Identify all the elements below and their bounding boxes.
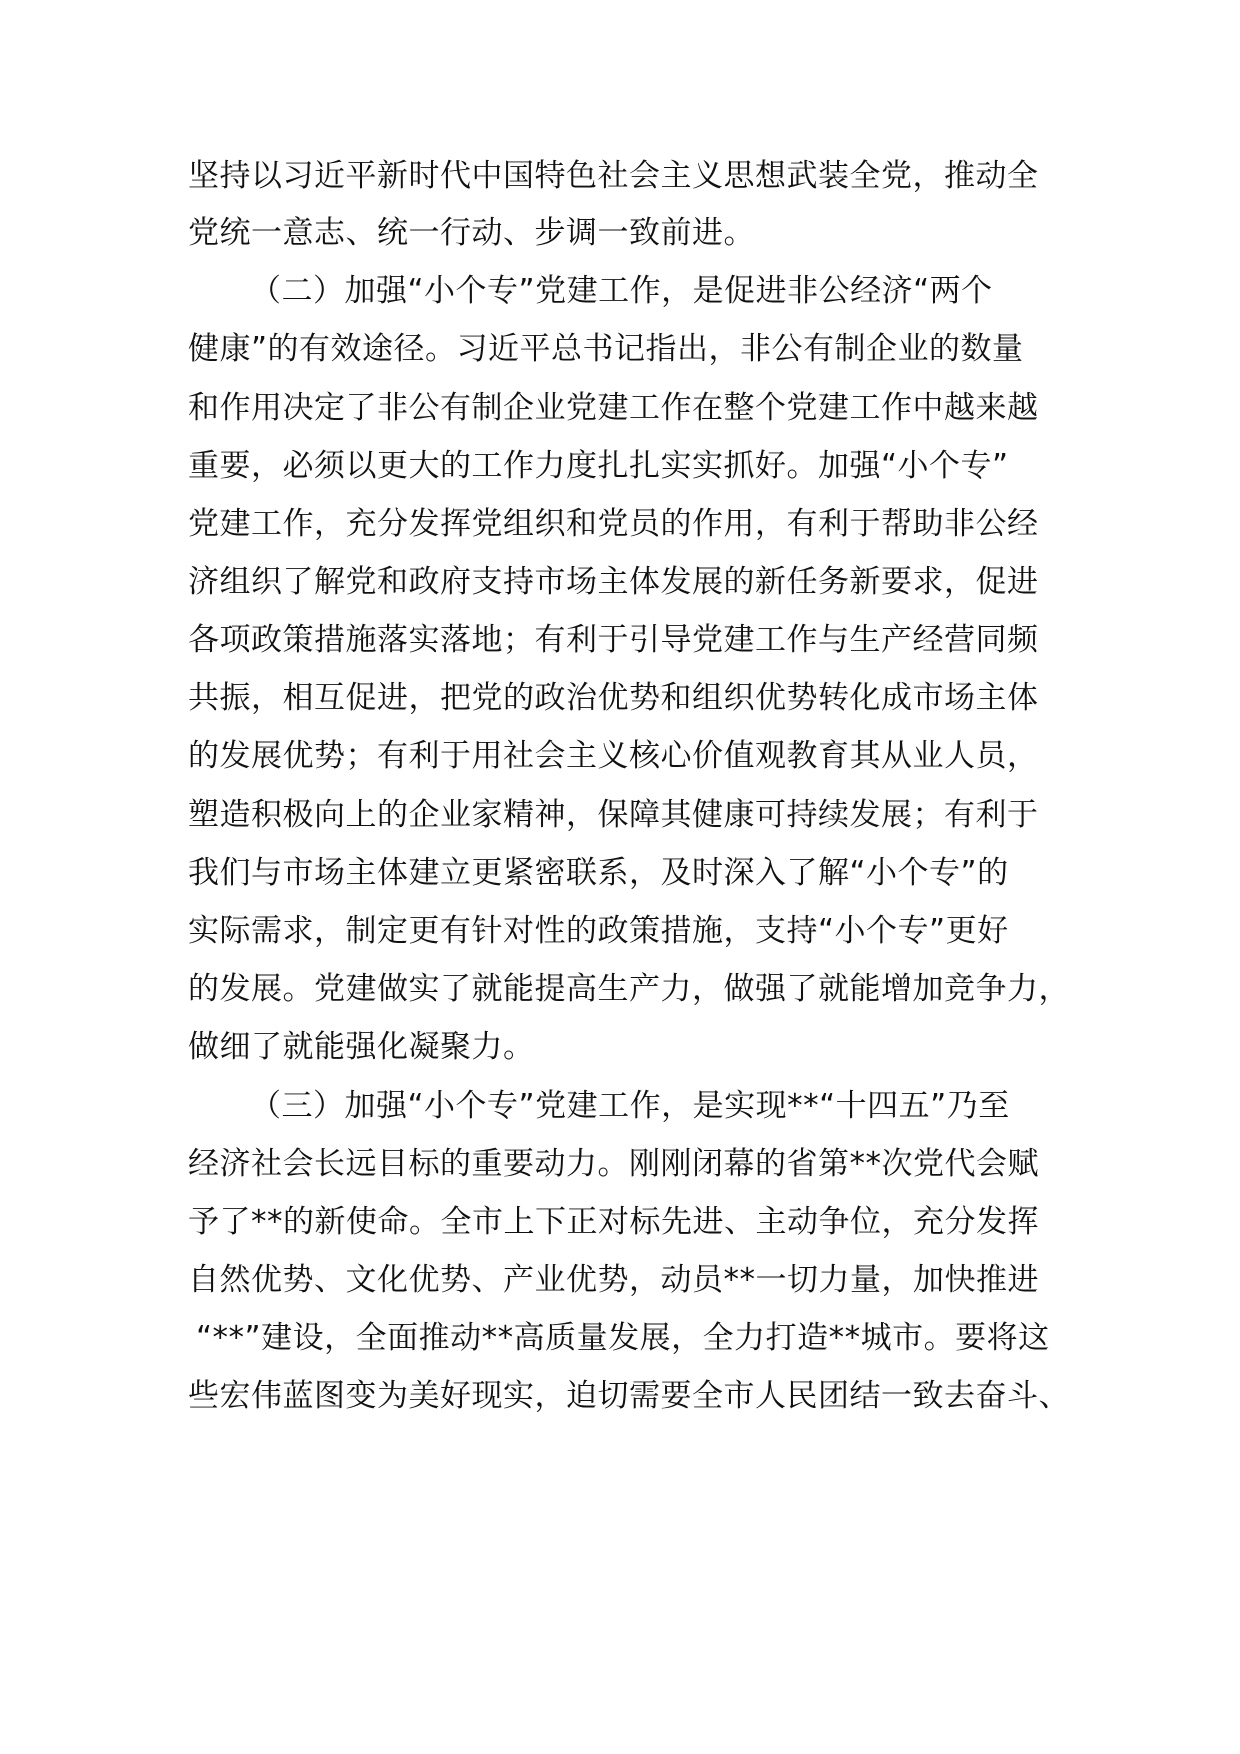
text-line: “**”建设，全面推动**高质量发展，全力打造**城市。要将这 — [196, 1320, 1050, 1356]
text-line: 经济社会长远目标的重要动力。刚刚闭幕的省第**次党代会赋 — [188, 1146, 1039, 1182]
text-line: 党统一意志、统一行动、步调一致前进。 — [188, 215, 755, 251]
text-line: 实际需求，制定更有针对性的政策措施，支持“小个专”更好 — [188, 913, 1009, 949]
text-line: 共振，相互促进，把党的政治优势和组织优势转化成市场主体 — [188, 680, 1039, 716]
text-line: 些宏伟蓝图变为美好现实，迫切需要全市人民团结一致去奋斗、 — [188, 1378, 1070, 1414]
text-line: 予了**的新使命。全市上下正对标先进、主动争位，充分发挥 — [188, 1204, 1039, 1240]
text-line: 坚持以习近平新时代中国特色社会主义思想武装全党，推动全 — [188, 158, 1039, 194]
text-line: 和作用决定了非公有制企业党建工作在整个党建工作中越来越 — [188, 390, 1039, 426]
paragraph-heading: （三）加强“小个专”党建工作，是实现**“十四五”乃至 — [250, 1088, 1010, 1124]
text-line: 塑造积极向上的企业家精神，保障其健康可持续发展；有利于 — [188, 797, 1039, 833]
paragraph-heading: （二）加强“小个专”党建工作，是促进非公经济“两个 — [250, 273, 993, 309]
text-line: 济组织了解党和政府支持市场主体发展的新任务新要求，促进 — [188, 564, 1039, 600]
text-line: 各项政策措施落实落地；有利于引导党建工作与生产经营同频 — [188, 622, 1039, 658]
text-line: 自然优势、文化优势、产业优势，动员**一切力量，加快推进 — [188, 1262, 1039, 1298]
text-line: 做细了就能强化凝聚力。 — [188, 1029, 535, 1065]
text-line: 的发展优势；有利于用社会主义核心价值观教育其从业人员， — [188, 738, 1039, 774]
text-line: 重要，必须以更大的工作力度扎扎实实抓好。加强“小个专” — [188, 448, 1009, 484]
text-line: 的发展。党建做实了就能提高生产力，做强了就能增加竞争力， — [188, 971, 1070, 1007]
text-line: 我们与市场主体建立更紧密联系，及时深入了解“小个专”的 — [188, 855, 1009, 891]
text-line: 健康”的有效途径。习近平总书记指出，非公有制企业的数量 — [188, 331, 1024, 367]
text-line: 党建工作，充分发挥党组织和党员的作用，有利于帮助非公经 — [188, 506, 1039, 542]
